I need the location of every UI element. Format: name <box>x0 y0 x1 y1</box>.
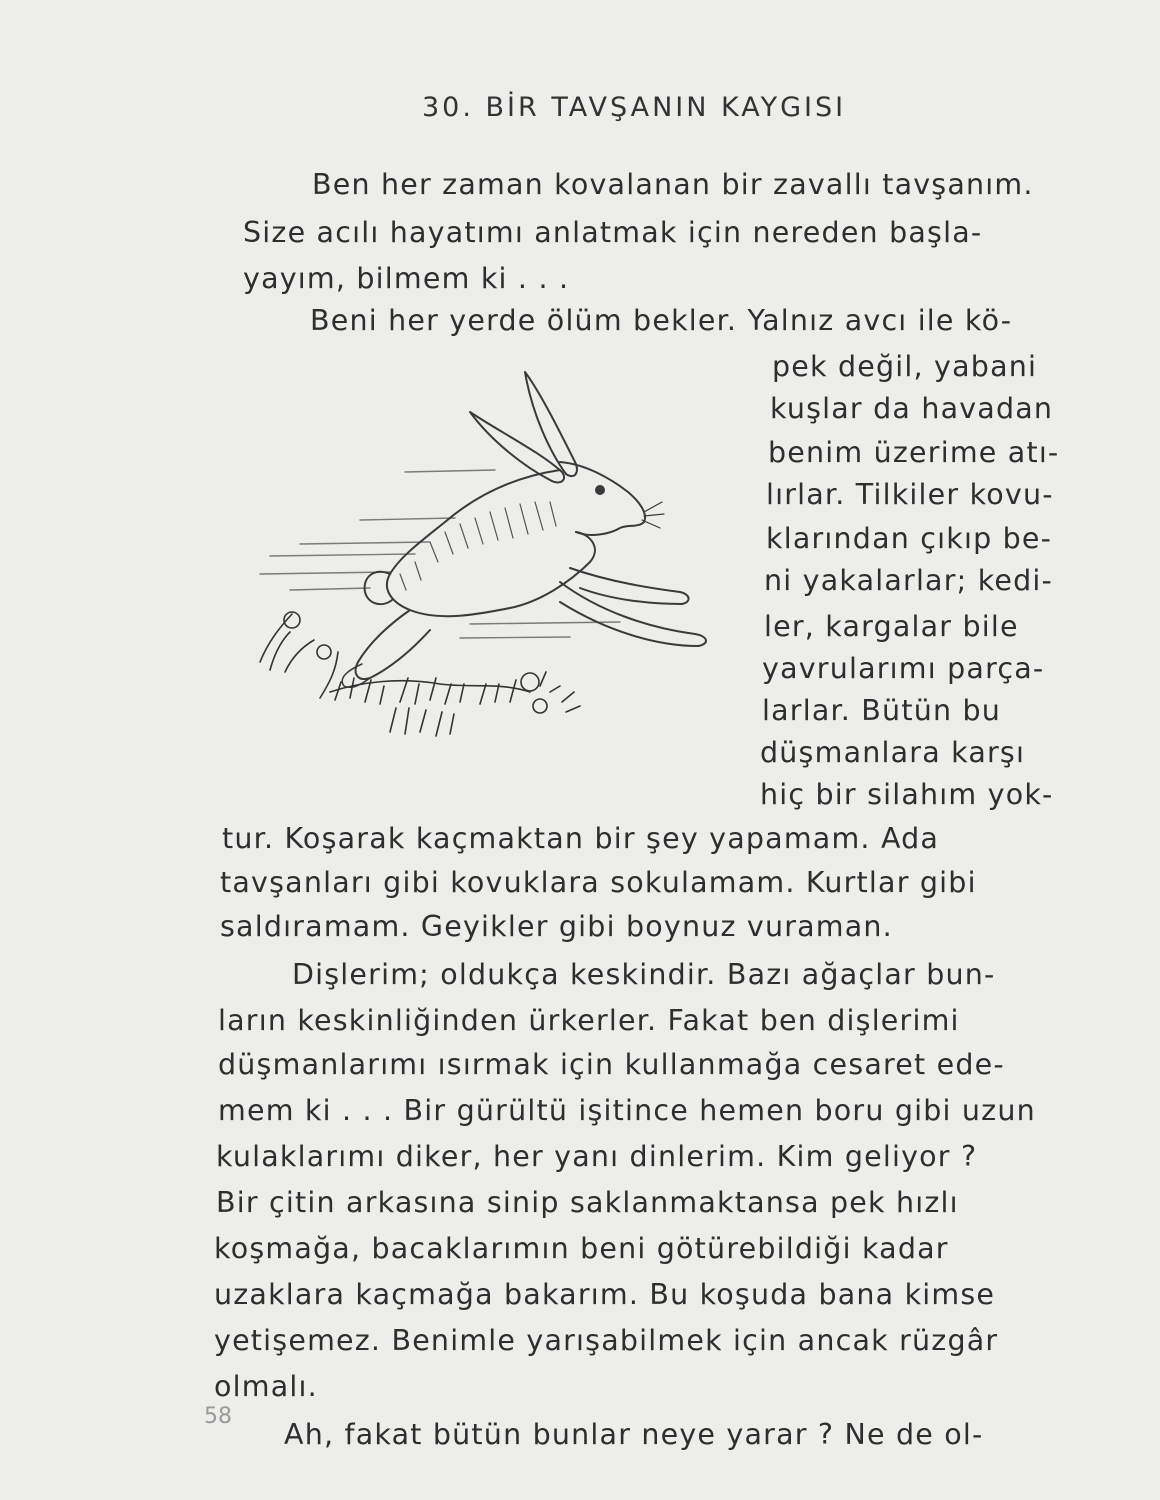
text-line: ların keskinliğinden ürkerler. Fakat ben dişlerimi <box>218 1004 960 1037</box>
text-line: yayım, bilmem ki . . . <box>243 262 570 295</box>
text-line: mem ki . . . Bir gürültü işitince hemen boru gibi uzun <box>218 1094 1036 1127</box>
grass-flowers <box>260 612 580 736</box>
text-line: larlar. Bütün bu <box>762 694 1002 727</box>
text-line: kulaklarımı diker, her yanı dinlerim. Kim geliyor ? <box>216 1140 978 1173</box>
rabbit-illustration <box>240 352 760 772</box>
text-line: düşmanlarımı ısırmak için kullanmağa cesaret ede- <box>218 1048 1005 1081</box>
text-line: yavrularımı parça- <box>762 652 1045 685</box>
text-line: Bir çitin arkasına sinip saklanmaktansa pek hızlı <box>216 1186 959 1219</box>
text-line: yetişemez. Benimle yarışabilmek için ancak rüzgâr <box>214 1324 999 1357</box>
text-line: Ah, fakat bütün bunlar neye yarar ? Ne de ol- <box>284 1418 984 1451</box>
text-line: koşmağa, bacaklarımın beni götürebildiği kadar <box>214 1232 949 1265</box>
text-line: Beni her yerde ölüm bekler. Yalnız avcı ile kö- <box>310 304 1013 337</box>
text-line: olmalı. <box>214 1370 318 1403</box>
text-line: benim üzerime atı- <box>768 436 1060 469</box>
text-line: lırlar. Tilkiler kovu- <box>766 478 1054 511</box>
text-line: tur. Koşarak kaçmaktan bir şey yapamam. Ada <box>222 822 940 855</box>
text-line: düşmanlara karşı <box>760 736 1026 769</box>
text-line: Ben her zaman kovalanan bir zavallı tavşanım. <box>312 168 1034 201</box>
text-line: ler, kargalar bile <box>764 610 1019 643</box>
text-line: hiç bir silahım yok- <box>760 778 1054 811</box>
text-line: klarından çıkıp be- <box>766 522 1053 555</box>
text-line: saldıramam. Geyikler gibi boynuz vuraman. <box>220 910 893 943</box>
text-line: pek değil, yabani <box>772 350 1038 383</box>
text-line: Size acılı hayatımı anlatmak için nereden başla- <box>243 216 983 249</box>
page-number: 58 <box>204 1404 232 1429</box>
chapter-title: 30. BİR TAVŞANIN KAYGISI <box>422 92 847 123</box>
text-line: kuşlar da havadan <box>770 392 1054 425</box>
text-line: uzaklara kaçmağa bakarım. Bu koşuda bana kimse <box>214 1278 996 1311</box>
text-line: tavşanları gibi kovuklara sokulamam. Kurtlar gibi <box>220 866 977 899</box>
text-line: Dişlerim; oldukça keskindir. Bazı ağaçlar bun- <box>292 958 996 991</box>
speed-lines <box>260 470 620 638</box>
text-line: ni yakalarlar; kedi- <box>764 564 1054 597</box>
